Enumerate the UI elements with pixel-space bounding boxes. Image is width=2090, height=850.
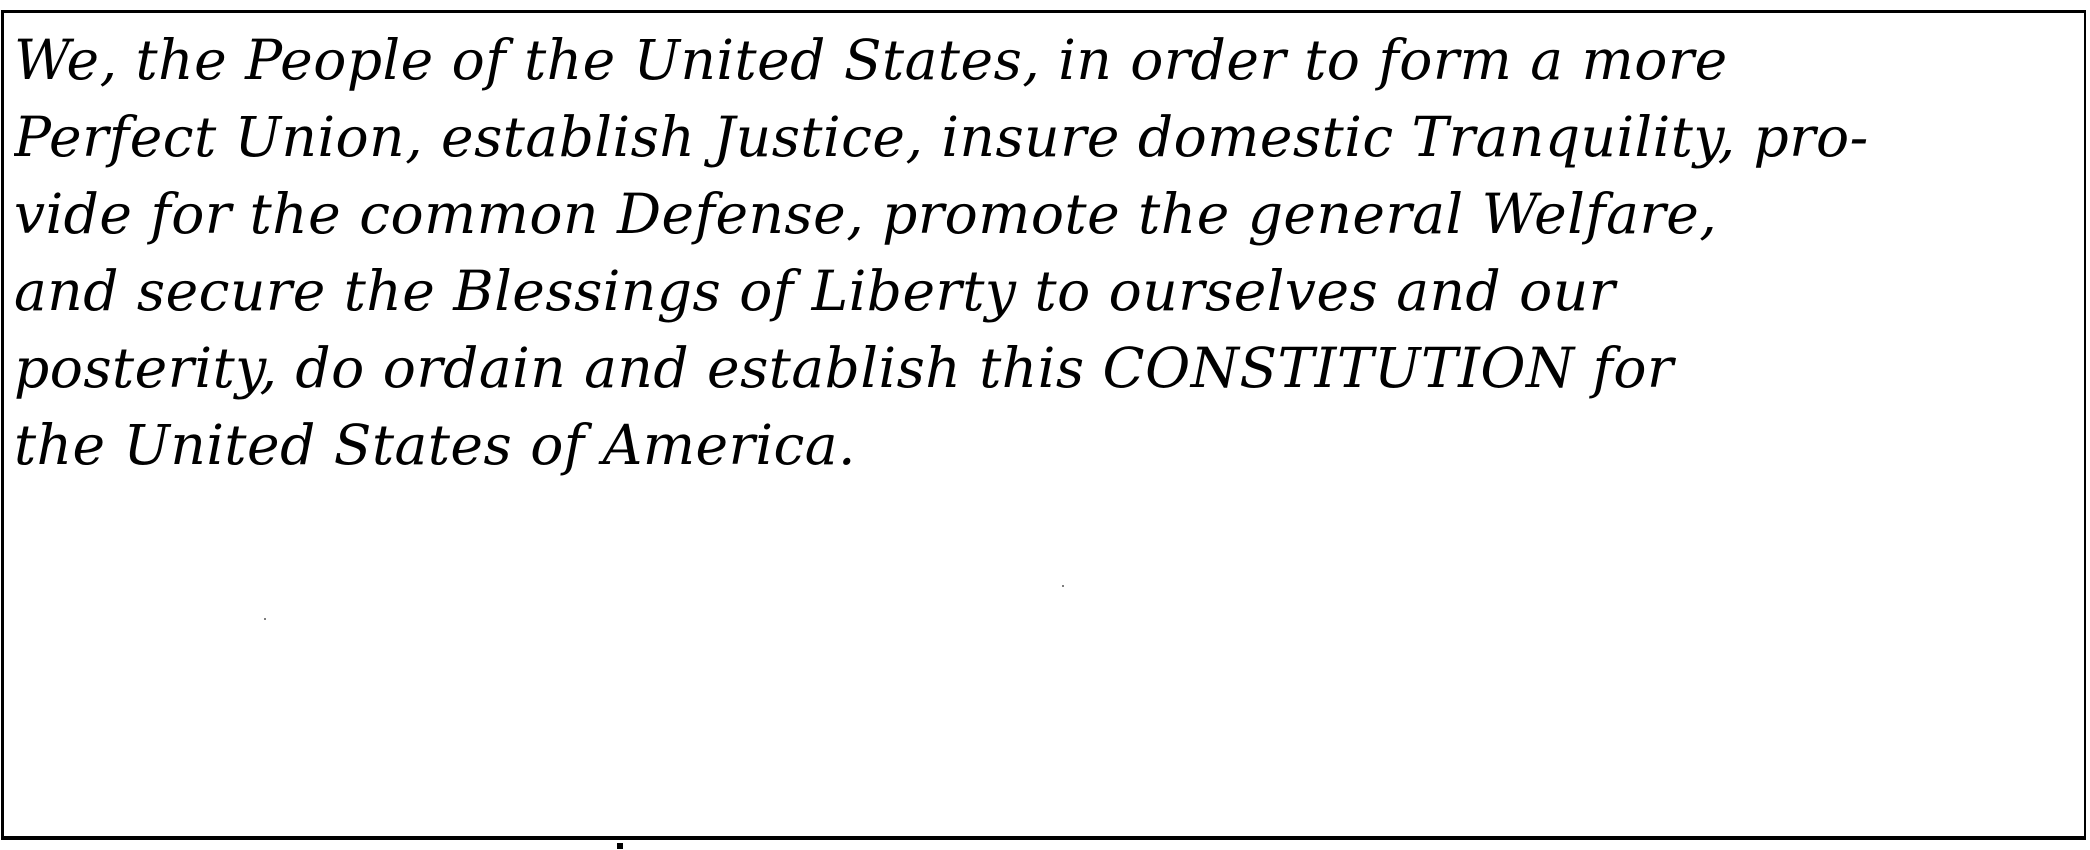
- text-line-6: the United States of America.: [14, 413, 857, 477]
- text-line-5: posterity, do ordain and establish this CONSTITUTION for: [14, 336, 1674, 400]
- text-line-3: vide for the common Defense, promote the general Welfare,: [14, 182, 1718, 246]
- paper-speck: [264, 618, 266, 620]
- edge-mark: [617, 843, 623, 849]
- paper-speck: [1062, 585, 1064, 587]
- text-line-4: and secure the Blessings of Liberty to ourselves and our: [14, 259, 1616, 323]
- handwritten-text: [14, 22, 2074, 484]
- text-line-2: Perfect Union, establish Justice, insure domestic Tranquility, pro-: [14, 105, 1869, 169]
- text-line-1: We, the People of the United States, in order to form a more: [14, 28, 1728, 92]
